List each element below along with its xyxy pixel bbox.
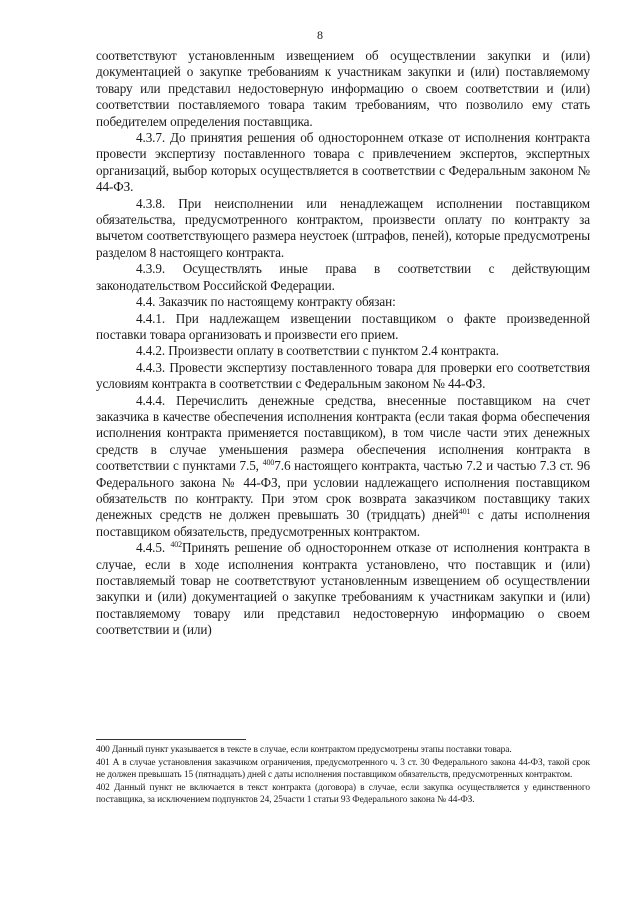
paragraph-4-4-4-text-b: 7.6 настоящего контракта, частью 7.2 и частью 7.3 ст. 96 Федерального закона № 44-ФЗ, при условии надлежащего исполнения поставщиком обязательств по контракту. При этом срок возврата заказчиком поставщику таких денежных средств не должен превышать 30 (тридцать) дней (96, 458, 590, 523)
paragraph-4-4-5 (96, 540, 590, 638)
paragraph-4-4-5-text-b: Принять решение об одностороннем отказе от исполнения контракта в случае, если в ходе исполнения контракта установлено, что поставщик и (или) поставляемый товар не соответствуют установленным извещением об осуществлении закупки и (или) документацией о закупке требованиям к участникам закупки и (или) поставляемому товару или представил недостоверную информацию о своем соответствии и (или) (96, 540, 590, 638)
footnotes (96, 744, 590, 807)
paragraph-4-4-5-text-a: 4.4.5. (136, 540, 171, 556)
footnote-ref-400[interactable]: 400 (262, 458, 275, 468)
paragraph-4-4-1: 4.4.1. При надлежащем извещении поставщиком о факте произведенной поставки товара организовать и произвести его прием. (96, 310, 590, 342)
footnote-400: 400 Данный пункт указывается в тексте в случае, если контрактом предусмотрены этапы поставки товара. (96, 745, 512, 755)
page-number: 8 (317, 28, 323, 42)
footnote-401: 401 А в случае установления заказчиком ограничения, предусмотренного ч. 3 ст. 30 Федерального закона 44-ФЗ, такой срок не должен превышать 15 (пятнадцать) дней с даты исполнения поставщиком обязательств, предусмотренных контрактом. (96, 757, 590, 781)
paragraph-4-4-4 (96, 393, 590, 541)
paragraph-4-3-8: 4.3.8. При неисполнении или ненадлежащем исполнении поставщиком обязательства, предусмотренного контрактом, произвести оплату по контракту за вычетом соответствующего размера неустоек (штрафов, пеней), которые предусмотрены разделом 8 настоящего контракта. (96, 195, 590, 260)
footnote-ref-402[interactable]: 402 (170, 540, 183, 550)
paragraph-4-4: 4.4. Заказчик по настоящему контракту обязан: (136, 294, 396, 310)
paragraph-4-4-2: 4.4.2. Произвести оплату в соответствии с пунктом 2.4 контракта. (136, 343, 499, 359)
paragraph-4-3-9: 4.3.9. Осуществлять иные права в соответствии с действующим законодательством Российской Федерации. (96, 261, 590, 293)
paragraph-4-4-4-text-c: с даты исполнения поставщиком обязательств, предусмотренных контрактом. (96, 507, 590, 539)
footnote-divider (96, 739, 246, 740)
footnote-402: 402 Данный пункт не включается в текст контракта (договора) в случае, если закупка осуществляется у единственного поставщика, за исключением подпунктов 24, 25части 1 статьи 93 Федерального закона № 44-ФЗ. (96, 782, 590, 806)
paragraph-4-3-7: 4.3.7. До принятия решения об одностороннем отказе от исполнения контракта провести экспертизу поставленного товара с привлечением экспертов, экспертных организаций, выбор которых осуществляется в соответствии с Федеральным законом № 44-ФЗ. (96, 130, 590, 195)
footnote-ref-401[interactable]: 401 (458, 507, 471, 517)
paragraph-4-4-3: 4.4.3. Провести экспертизу поставленного товара для проверки его соответствия условиям контракта в соответствии с Федеральным законом № 44-ФЗ. (96, 359, 590, 392)
paragraph-4-4-4-text-a: 4.4.4. Перечислить денежные средства, внесенные поставщиком на счет заказчика в качестве обеспечения исполнения контракта (если такая форма обеспечения исполнения контракта применяется поставщиком), в том числе части этих денежных средств в случае уменьшения размера обеспечения исполнения контракта в соответствии с пунктами 7.5, (96, 392, 590, 474)
contract-body (96, 48, 590, 639)
paragraph-continuation: соответствуют установленным извещением об осуществлении закупки и (или) документацией о закупке требованиям к участникам закупки и (или) поставляемому товару или представил недостоверную информацию о своем соответствии и (или) соответствии поставляемого товара таким требованиям, что позволило ему стать победителем определения поставщика. (96, 48, 590, 129)
